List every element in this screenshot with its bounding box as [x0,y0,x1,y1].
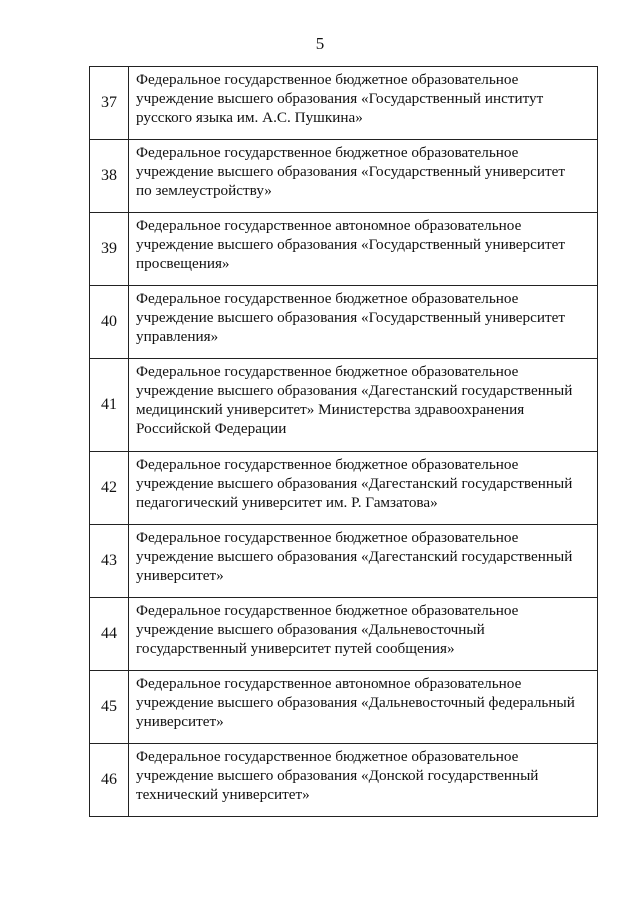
table-row [90,359,598,452]
name-line: учреждение высшего образования «Дальневосточный [136,621,485,638]
name-line: Федеральное государственное бюджетное образовательное [136,290,519,307]
name-line: Федеральное государственное бюджетное образовательное [136,144,519,161]
name-line: управления» [136,328,219,345]
institution-name [129,598,598,671]
name-line: университет» [136,567,224,584]
name-line: Федеральное государственное бюджетное образовательное [136,748,519,765]
institution-name [129,213,598,286]
name-line: университет» [136,713,224,730]
name-line: учреждение высшего образования «Дагестанский государственный [136,475,573,492]
name-line: учреждение высшего образования «Донской государственный [136,767,539,784]
row-number: 37 [90,67,129,140]
table-row [90,525,598,598]
name-line: Федеральное государственное бюджетное образовательное [136,602,519,619]
name-line: учреждение высшего образования «Государственный университет [136,236,566,253]
name-line: Федеральное государственное бюджетное образовательное [136,456,519,473]
name-line: Федеральное государственное автономное образовательное [136,675,522,692]
institution-name [129,671,598,744]
institution-name [129,286,598,359]
name-line: учреждение высшего образования «Дальневосточный федеральный [136,694,575,711]
name-line: по землеустройству» [136,182,272,199]
row-number: 39 [90,213,129,286]
institutions-table [89,66,598,817]
institution-name [129,525,598,598]
name-line: Федеральное государственное бюджетное образовательное [136,363,519,380]
table-row [90,452,598,525]
name-line: технический университет» [136,786,310,803]
institution-name [129,359,598,452]
name-line: Федеральное государственное автономное образовательное [136,217,522,234]
row-number: 41 [90,359,129,452]
institution-name [129,744,598,817]
row-number: 46 [90,744,129,817]
name-line: учреждение высшего образования «Государственный институт [136,90,544,107]
name-line: педагогический университет им. Р. Гамзатова» [136,494,438,511]
table-row [90,598,598,671]
name-line: учреждение высшего образования «Государственный университет [136,309,566,326]
institution-name [129,67,598,140]
name-line: учреждение высшего образования «Государственный университет [136,163,566,180]
name-line: медицинский университет» Министерства здравоохранения [136,401,525,418]
institution-name [129,452,598,525]
table-row [90,671,598,744]
name-line: учреждение высшего образования «Дагестанский государственный [136,548,573,565]
table-row [90,67,598,140]
row-number: 44 [90,598,129,671]
name-line: русского языка им. А.С. Пушкина» [136,109,363,126]
row-number: 42 [90,452,129,525]
name-line: Российской Федерации [136,420,287,437]
name-line: Федеральное государственное бюджетное образовательное [136,529,519,546]
name-line: просвещения» [136,255,230,272]
page-number: 5 [315,34,325,53]
row-number: 40 [90,286,129,359]
row-number: 45 [90,671,129,744]
row-number: 38 [90,140,129,213]
table-row [90,286,598,359]
table-row [90,213,598,286]
name-line: государственный университет путей сообщения» [136,640,455,657]
row-number: 43 [90,525,129,598]
name-line: Федеральное государственное бюджетное образовательное [136,71,519,88]
table-row [90,140,598,213]
name-line: учреждение высшего образования «Дагестанский государственный [136,382,573,399]
table-row [90,744,598,817]
institution-name [129,140,598,213]
